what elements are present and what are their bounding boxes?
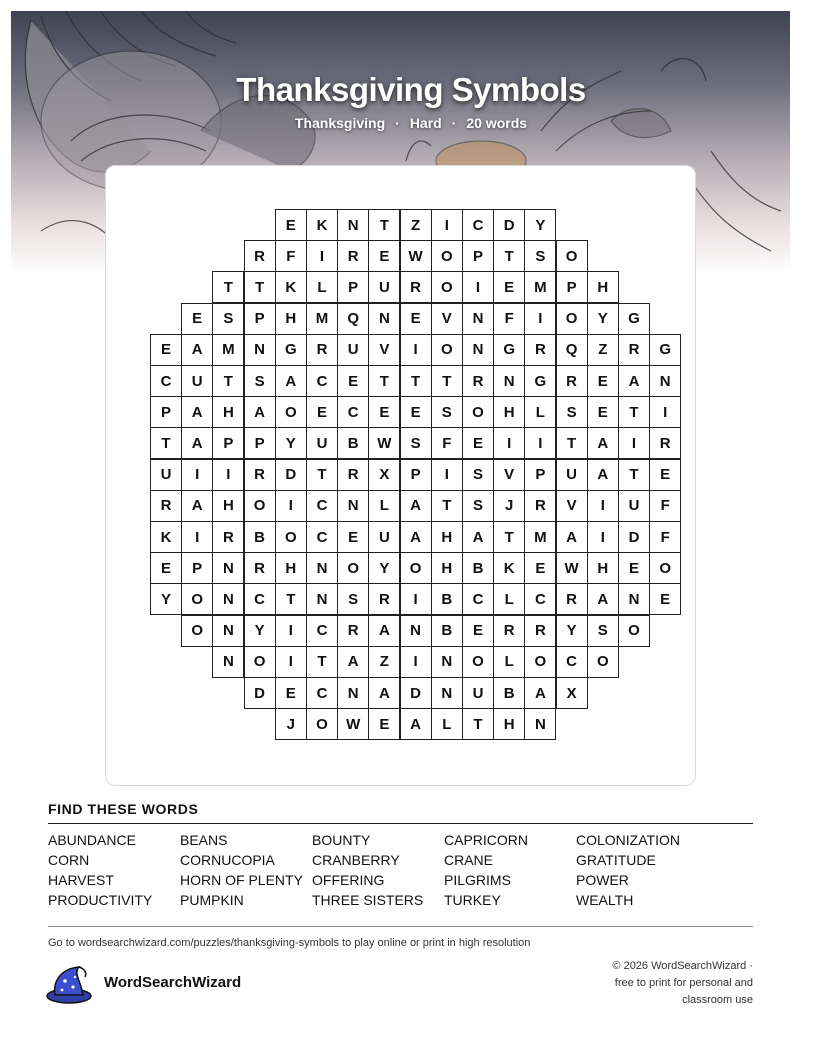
page-title: Thanksgiving Symbols (236, 71, 586, 108)
grid-cell[interactable]: U (368, 271, 400, 303)
grid-cell[interactable]: N (337, 209, 369, 241)
category-label: Thanksgiving (294, 115, 386, 131)
grid-cell[interactable]: A (275, 365, 307, 397)
copyright-line: classroom use (682, 994, 753, 1006)
grid-cell[interactable]: R (649, 427, 681, 459)
grid-cell[interactable]: T (244, 271, 276, 303)
grid-cell[interactable]: I (275, 490, 307, 522)
grid-cell[interactable]: E (181, 303, 213, 335)
grid-cell[interactable]: E (275, 677, 307, 709)
grid-cell[interactable]: U (181, 365, 213, 397)
grid-cell[interactable]: H (275, 303, 307, 335)
grid-cell[interactable]: H (587, 552, 619, 584)
grid-cell[interactable]: W (337, 708, 369, 740)
separator-dot: · (451, 115, 457, 131)
grid-cell[interactable]: T (275, 583, 307, 615)
grid-cell[interactable]: H (431, 552, 463, 584)
grid-cell[interactable]: H (431, 521, 463, 553)
grid-cell[interactable]: L (493, 583, 525, 615)
word-count-label: 20 words (466, 115, 528, 131)
grid-cell[interactable]: F (493, 303, 525, 335)
grid-cell[interactable]: W (556, 552, 588, 584)
grid-cell[interactable]: V (368, 334, 400, 366)
grid-cell[interactable]: K (150, 521, 182, 553)
grid-cell[interactable]: O (275, 396, 307, 428)
grid-cell[interactable]: K (493, 552, 525, 584)
grid-cell[interactable]: R (150, 490, 182, 522)
grid-cell[interactable]: I (462, 271, 494, 303)
grid-cell[interactable]: J (275, 708, 307, 740)
grid-cell[interactable]: S (524, 240, 556, 272)
grid-cell[interactable]: B (462, 552, 494, 584)
grid-cell[interactable]: S (244, 365, 276, 397)
grid-cell[interactable]: O (431, 271, 463, 303)
word-item: CRANBERRY (312, 852, 400, 868)
grid-cell[interactable]: T (493, 521, 525, 553)
grid-cell[interactable]: R (556, 365, 588, 397)
grid-cell[interactable]: I (181, 459, 213, 491)
grid-cell[interactable]: M (524, 521, 556, 553)
grid-cell[interactable]: N (649, 365, 681, 397)
word-item: HORN OF PLENTY (180, 872, 303, 888)
grid-cell[interactable]: A (181, 396, 213, 428)
grid-cell[interactable]: P (181, 552, 213, 584)
grid-cell[interactable]: T (400, 365, 432, 397)
grid-cell[interactable]: Y (556, 615, 588, 647)
grid-cell[interactable]: E (587, 396, 619, 428)
grid-cell[interactable]: L (524, 396, 556, 428)
grid-cell[interactable]: E (400, 396, 432, 428)
grid-cell[interactable]: R (337, 615, 369, 647)
copyright-line: © 2026 WordSearchWizard · (612, 960, 753, 972)
grid-cell[interactable]: U (618, 490, 650, 522)
word-item: PUMPKIN (180, 892, 244, 908)
grid-cell[interactable]: P (462, 240, 494, 272)
grid-cell[interactable]: O (556, 303, 588, 335)
grid-cell[interactable]: I (587, 490, 619, 522)
word-item: ABUNDANCE (48, 832, 136, 848)
grid-cell[interactable]: E (587, 365, 619, 397)
grid-cell[interactable]: P (556, 271, 588, 303)
grid-cell[interactable]: T (556, 427, 588, 459)
puzzle-card (105, 165, 696, 786)
grid-cell[interactable]: N (306, 552, 338, 584)
grid-cell[interactable]: L (431, 708, 463, 740)
grid-cell[interactable]: N (337, 490, 369, 522)
grid-cell[interactable]: A (181, 427, 213, 459)
grid-cell[interactable]: S (431, 396, 463, 428)
grid-cell[interactable]: Y (587, 303, 619, 335)
grid-cell[interactable]: R (337, 459, 369, 491)
grid-cell[interactable]: W (400, 240, 432, 272)
grid-cell[interactable]: Y (368, 552, 400, 584)
grid-cell[interactable]: T (431, 365, 463, 397)
grid-cell[interactable]: S (400, 427, 432, 459)
divider (48, 926, 753, 927)
word-item: CORNUCOPIA (180, 852, 275, 868)
grid-cell[interactable]: P (150, 396, 182, 428)
grid-cell[interactable]: C (150, 365, 182, 397)
grid-cell[interactable]: O (400, 552, 432, 584)
grid-cell[interactable]: Z (368, 646, 400, 678)
grid-cell[interactable]: Z (587, 334, 619, 366)
copyright-line: free to print for personal and (614, 977, 753, 989)
word-item: BOUNTY (312, 832, 371, 848)
grid-cell[interactable]: E (400, 303, 432, 335)
grid-cell[interactable]: L (493, 646, 525, 678)
grid-cell[interactable]: F (649, 521, 681, 553)
grid-cell[interactable]: E (337, 521, 369, 553)
word-item: POWER (576, 872, 629, 888)
grid-cell[interactable]: N (212, 646, 244, 678)
grid-cell[interactable]: R (212, 521, 244, 553)
grid-cell[interactable]: A (400, 490, 432, 522)
grid-cell[interactable]: T (368, 365, 400, 397)
grid-cell[interactable]: C (306, 490, 338, 522)
grid-cell[interactable]: R (556, 583, 588, 615)
grid-cell[interactable]: N (368, 303, 400, 335)
grid-cell[interactable]: N (306, 583, 338, 615)
grid-cell[interactable]: N (431, 677, 463, 709)
grid-cell[interactable]: O (556, 240, 588, 272)
grid-cell[interactable]: X (556, 677, 588, 709)
grid-cell[interactable]: A (400, 708, 432, 740)
grid-cell[interactable]: I (649, 396, 681, 428)
grid-cell[interactable]: T (618, 459, 650, 491)
grid-cell[interactable]: E (649, 459, 681, 491)
grid-cell[interactable]: X (368, 459, 400, 491)
grid-cell[interactable]: G (618, 303, 650, 335)
grid-cell[interactable]: O (337, 552, 369, 584)
grid-cell[interactable]: R (400, 271, 432, 303)
grid-cell[interactable]: T (150, 427, 182, 459)
grid-cell[interactable]: T (618, 396, 650, 428)
grid-cell[interactable]: U (462, 677, 494, 709)
grid-cell[interactable]: O (587, 646, 619, 678)
grid-cell[interactable]: A (618, 365, 650, 397)
grid-cell[interactable]: N (431, 646, 463, 678)
copyright-text (583, 958, 753, 1009)
brand-name: WordSearchWizard (104, 974, 242, 991)
grid-cell[interactable]: I (400, 583, 432, 615)
word-item: OFFERING (312, 872, 385, 888)
grid-cell[interactable]: T (212, 365, 244, 397)
grid-cell[interactable]: N (400, 615, 432, 647)
grid-cell[interactable]: Q (556, 334, 588, 366)
grid-cell[interactable]: S (556, 396, 588, 428)
grid-cell[interactable]: V (556, 490, 588, 522)
grid-cell[interactable]: U (337, 334, 369, 366)
grid-cell[interactable]: C (524, 583, 556, 615)
grid-cell[interactable]: C (306, 615, 338, 647)
word-item: COLONIZATION (576, 832, 680, 848)
grid-cell[interactable]: C (306, 521, 338, 553)
grid-cell[interactable]: N (493, 365, 525, 397)
divider (48, 823, 753, 824)
grid-cell[interactable]: P (212, 427, 244, 459)
grid-cell[interactable]: I (431, 459, 463, 491)
grid-cell[interactable]: I (431, 209, 463, 241)
grid-cell[interactable]: P (524, 459, 556, 491)
word-item: PILGRIMS (444, 872, 511, 888)
grid-cell[interactable]: B (431, 583, 463, 615)
grid-cell[interactable]: O (181, 583, 213, 615)
grid-cell[interactable]: K (306, 209, 338, 241)
grid-cell[interactable]: K (275, 271, 307, 303)
word-item: PRODUCTIVITY (48, 892, 153, 908)
grid-cell[interactable]: T (306, 646, 338, 678)
grid-cell[interactable]: R (618, 334, 650, 366)
grid-cell[interactable]: V (493, 459, 525, 491)
grid-cell[interactable]: E (150, 552, 182, 584)
grid-cell[interactable]: A (556, 521, 588, 553)
grid-cell[interactable]: O (462, 646, 494, 678)
grid-cell[interactable]: B (337, 427, 369, 459)
grid-cell[interactable]: H (587, 271, 619, 303)
grid-cell[interactable]: N (618, 583, 650, 615)
grid-cell[interactable]: D (275, 459, 307, 491)
grid-cell[interactable]: I (400, 334, 432, 366)
grid-cell[interactable]: H (493, 708, 525, 740)
grid-cell[interactable]: T (306, 459, 338, 491)
grid-cell[interactable]: R (524, 490, 556, 522)
grid-cell[interactable]: H (275, 552, 307, 584)
grid-cell[interactable]: N (212, 615, 244, 647)
footer-link-text[interactable]: Go to wordsearchwizard.com/puzzles/thanksgiving-symbols to play online or print in high resolution (48, 937, 531, 949)
grid-cell[interactable]: N (462, 303, 494, 335)
grid-cell[interactable]: I (181, 521, 213, 553)
grid-cell[interactable]: O (431, 334, 463, 366)
grid-cell[interactable]: S (587, 615, 619, 647)
grid-cell[interactable]: C (462, 583, 494, 615)
grid-cell[interactable]: I (275, 615, 307, 647)
grid-cell[interactable]: D (618, 521, 650, 553)
grid-cell[interactable]: P (400, 459, 432, 491)
grid-cell[interactable]: S (462, 490, 494, 522)
grid-cell[interactable]: R (524, 615, 556, 647)
grid-cell[interactable]: T (431, 490, 463, 522)
grid-cell[interactable]: L (368, 490, 400, 522)
grid-cell[interactable]: T (462, 708, 494, 740)
grid-cell[interactable]: I (587, 521, 619, 553)
word-item: WEALTH (576, 892, 634, 908)
grid-cell[interactable]: U (306, 427, 338, 459)
grid-cell[interactable]: A (368, 615, 400, 647)
grid-cell[interactable]: A (587, 459, 619, 491)
grid-cell[interactable]: Y (244, 615, 276, 647)
grid-cell[interactable]: D (493, 209, 525, 241)
grid-cell[interactable]: P (244, 427, 276, 459)
grid-cell[interactable]: I (524, 303, 556, 335)
grid-cell[interactable]: M (212, 334, 244, 366)
grid-cell[interactable]: E (275, 209, 307, 241)
grid-cell[interactable]: P (244, 303, 276, 335)
grid-cell[interactable]: S (212, 303, 244, 335)
grid-cell[interactable]: A (181, 490, 213, 522)
grid-cell[interactable]: E (368, 708, 400, 740)
separator-dot: · (395, 115, 400, 131)
grid-cell[interactable]: N (244, 334, 276, 366)
word-item: TURKEY (444, 892, 501, 908)
grid-cell[interactable]: E (649, 583, 681, 615)
grid-cell[interactable]: U (368, 521, 400, 553)
grid-cell[interactable]: A (587, 427, 619, 459)
grid-cell[interactable]: C (337, 396, 369, 428)
grid-cell[interactable]: G (524, 365, 556, 397)
grid-cell[interactable]: U (556, 459, 588, 491)
grid-cell[interactable]: I (400, 646, 432, 678)
word-list-heading: FIND THESE WORDS (48, 801, 199, 817)
grid-cell[interactable]: E (337, 365, 369, 397)
word-item: BEANS (180, 832, 228, 848)
grid-cell[interactable]: A (337, 646, 369, 678)
puzzle-meta (11, 115, 790, 131)
grid-cell[interactable]: E (462, 427, 494, 459)
word-item: HARVEST (48, 872, 114, 888)
grid-cell[interactable]: R (337, 240, 369, 272)
grid-cell[interactable]: R (244, 240, 276, 272)
grid-cell[interactable]: O (275, 521, 307, 553)
grid-cell[interactable]: C (306, 677, 338, 709)
grid-cell[interactable]: T (493, 240, 525, 272)
grid-cell[interactable]: S (462, 459, 494, 491)
grid-cell[interactable]: O (244, 646, 276, 678)
grid-cell[interactable]: I (524, 427, 556, 459)
grid-cell[interactable]: F (275, 240, 307, 272)
grid-cell[interactable]: V (431, 303, 463, 335)
grid-cell[interactable]: A (400, 521, 432, 553)
grid-cell[interactable]: C (244, 583, 276, 615)
grid-cell[interactable]: A (368, 677, 400, 709)
grid-cell[interactable]: M (524, 271, 556, 303)
grid-cell[interactable]: H (493, 396, 525, 428)
grid-cell[interactable]: E (368, 396, 400, 428)
grid-cell[interactable]: J (493, 490, 525, 522)
grid-cell[interactable]: R (462, 365, 494, 397)
word-item: CAPRICORN (444, 832, 529, 848)
grid-cell[interactable]: E (462, 615, 494, 647)
grid-cell[interactable]: H (212, 490, 244, 522)
grid-cell[interactable]: B (244, 521, 276, 553)
word-item: CRANE (444, 852, 494, 868)
grid-cell[interactable]: R (244, 459, 276, 491)
grid-cell[interactable]: R (306, 334, 338, 366)
word-item: THREE SISTERS (312, 892, 424, 908)
grid-cell[interactable]: S (337, 583, 369, 615)
grid-cell[interactable]: P (337, 271, 369, 303)
grid-cell[interactable]: Y (275, 427, 307, 459)
grid-cell[interactable]: O (462, 396, 494, 428)
difficulty-label: Hard (409, 115, 442, 131)
grid-cell[interactable]: M (306, 303, 338, 335)
grid-cell[interactable]: O (306, 708, 338, 740)
grid-cell[interactable]: Z (400, 209, 432, 241)
grid-cell[interactable]: A (244, 396, 276, 428)
grid-cell[interactable]: O (524, 646, 556, 678)
grid-cell[interactable]: I (212, 459, 244, 491)
grid-cell[interactable]: H (212, 396, 244, 428)
grid-cell[interactable]: O (618, 615, 650, 647)
grid-cell[interactable]: R (493, 615, 525, 647)
grid-cell[interactable]: B (493, 677, 525, 709)
grid-cell[interactable]: I (275, 646, 307, 678)
grid-cell[interactable]: G (275, 334, 307, 366)
grid-cell[interactable]: N (212, 552, 244, 584)
grid-cell[interactable]: Y (524, 209, 556, 241)
grid-cell[interactable]: F (649, 490, 681, 522)
grid-cell[interactable]: T (212, 271, 244, 303)
grid-cell[interactable]: I (493, 427, 525, 459)
grid-cell[interactable]: I (306, 240, 338, 272)
grid-cell[interactable]: O (181, 615, 213, 647)
grid-cell[interactable]: A (462, 521, 494, 553)
grid-cell[interactable]: U (150, 459, 182, 491)
grid-cell[interactable]: D (244, 677, 276, 709)
wizard-hat-icon (45, 963, 93, 1005)
grid-cell[interactable]: E (368, 240, 400, 272)
grid-cell[interactable]: C (306, 365, 338, 397)
grid-cell[interactable]: O (649, 552, 681, 584)
grid-cell[interactable]: A (587, 583, 619, 615)
grid-cell[interactable]: I (618, 427, 650, 459)
grid-cell[interactable]: A (524, 677, 556, 709)
grid-cell[interactable]: R (368, 583, 400, 615)
grid-cell[interactable]: C (556, 646, 588, 678)
grid-cell[interactable]: L (306, 271, 338, 303)
grid-cell[interactable]: N (212, 583, 244, 615)
grid-cell[interactable]: R (244, 552, 276, 584)
word-item: CORN (48, 852, 90, 868)
grid-cell[interactable]: N (337, 677, 369, 709)
grid-cell[interactable]: N (462, 334, 494, 366)
grid-cell[interactable]: Q (337, 303, 369, 335)
grid-cell[interactable]: C (462, 209, 494, 241)
grid-cell[interactable]: O (244, 490, 276, 522)
grid-cell[interactable]: F (431, 427, 463, 459)
grid-cell[interactable]: Y (150, 583, 182, 615)
grid-cell[interactable]: R (524, 334, 556, 366)
word-item: GRATITUDE (576, 852, 656, 868)
grid-cell[interactable]: E (493, 271, 525, 303)
grid-cell[interactable]: A (181, 334, 213, 366)
grid-cell[interactable]: O (431, 240, 463, 272)
grid-cell[interactable]: T (368, 209, 400, 241)
grid-cell[interactable]: W (368, 427, 400, 459)
grid-cell[interactable]: E (524, 552, 556, 584)
word-list (48, 832, 768, 908)
grid-cell[interactable]: G (493, 334, 525, 366)
grid-cell[interactable]: E (618, 552, 650, 584)
grid-cell[interactable]: D (400, 677, 432, 709)
grid-cell[interactable]: G (649, 334, 681, 366)
grid-cell[interactable]: E (306, 396, 338, 428)
grid-cell[interactable]: N (524, 708, 556, 740)
grid-cell[interactable]: B (431, 615, 463, 647)
grid-cell[interactable]: E (150, 334, 182, 366)
